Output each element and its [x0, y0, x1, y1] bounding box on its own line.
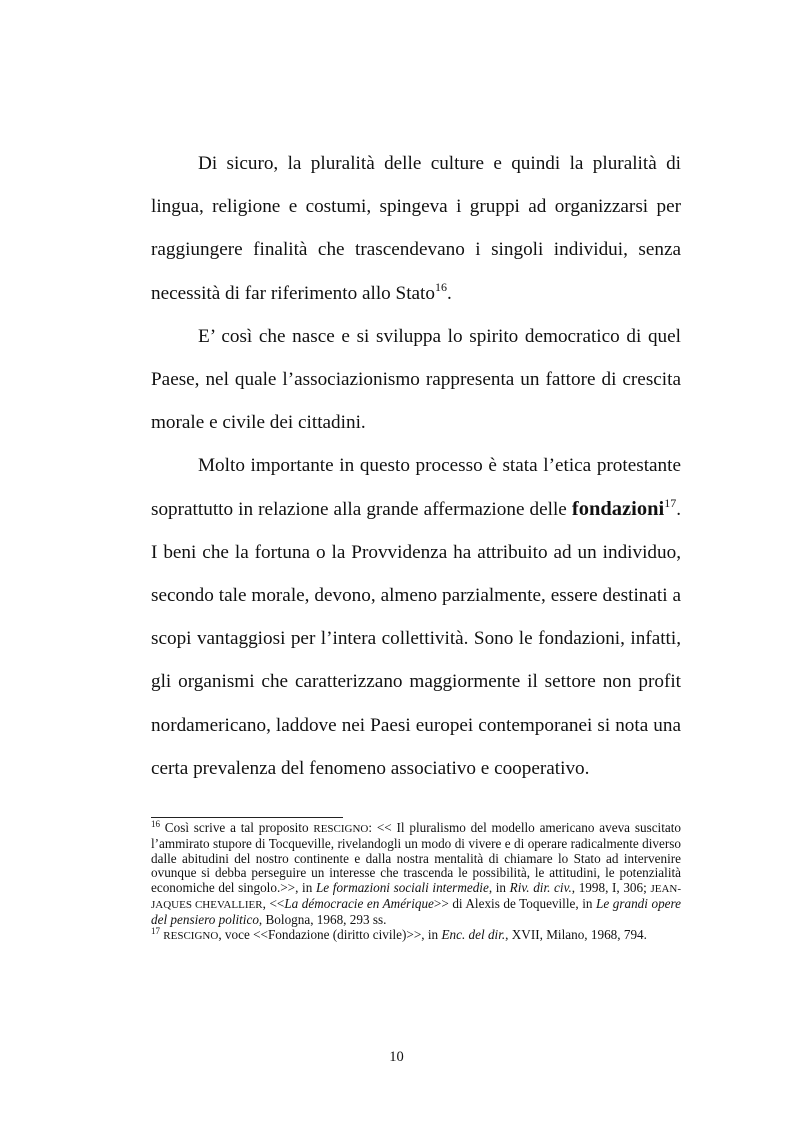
footnote-text: , 1998, I, 306; — [571, 880, 651, 896]
paragraph-3-text: Molto importante in questo processo è stata l’etica protestante soprattutto in relazione alla grande affermazione delle — [151, 455, 681, 520]
footnote-text: , in — [488, 880, 510, 896]
paragraph-2: E’ così che nasce e si sviluppa lo spirito democratico di quel Paese, nel quale l’associazionismo rappresenta un fattore di crescita morale e civile dei cittadini. — [151, 325, 681, 434]
footnote-journal: Riv. dir. civ. — [509, 880, 572, 896]
footnote-author: RESCIGNO — [163, 929, 219, 942]
footnote-separator — [151, 817, 343, 818]
main-text — [151, 142, 681, 790]
paragraph-1 — [151, 142, 681, 315]
footnote-title: La démocracie en Amérique — [284, 895, 434, 911]
footnote-text: , voce <<Fondazione (diritto civile)>>, in — [218, 926, 442, 942]
paragraph-1-text: Di sicuro, la pluralità delle culture e quindi la pluralità di lingua, religione e costumi, spingeva i gruppi ad organizzarsi per raggiungere finalità che trascendevano i singoli individui, senza necessità di far riferimento allo Stato — [151, 153, 681, 304]
footnote-author: JEAN-JAQUES CHEVALLIER — [151, 883, 681, 911]
footnote-text: Così scrive a tal proposito — [160, 820, 314, 835]
footnote-title: Le grandi opere del pensiero politico — [151, 895, 682, 927]
footnote-title: Le formazioni sociali intermedie — [315, 880, 489, 896]
footnote-16 — [151, 821, 681, 928]
paragraph-1-end: . — [446, 282, 452, 304]
footnote-ref-17[interactable]: 17 — [664, 495, 677, 510]
page-number: 10 — [389, 1049, 404, 1065]
footnote-text: , << — [262, 895, 285, 911]
footnote-text: >> di Alexis de Toqueville, in — [433, 895, 597, 911]
footnote-17 — [151, 925, 681, 944]
footnote-journal: Enc. del dir. — [441, 926, 506, 942]
bold-term: fondazioni — [571, 497, 665, 520]
footnote-text: , XVII, Milano, 1968, 794. — [505, 926, 647, 942]
footnote-ref-16[interactable]: 16 — [434, 279, 447, 294]
paragraph-3 — [151, 444, 681, 790]
footnote-author: RESCIGNO — [313, 823, 369, 835]
footnote-text: : << Il pluralismo del modello americano aveva suscitato l’ammirato stupore di Tocqueville, rivelandogli un modo di vivere e di operare radicalmente diverso dalle abitudini del nostro continente e dalla nostra mentalità di chiamare lo Stato ad intervenire ovunque si debba perseguire un interesse che trascenda le possibilità, le attitudini, le potenzialità economiche del singolo.>>, in — [151, 820, 681, 896]
footnotes — [151, 821, 681, 943]
footnote-text: , Bologna, 1968, 293 ss. — [258, 911, 387, 927]
footnote-17-number: 17 — [151, 925, 160, 936]
paragraph-3-rest: . I beni che la fortuna o la Provvidenza ha attribuito ad un individuo, secondo tale morale, devono, almeno parzialmente, essere destinati a scopi vantaggiosi per l’intera collettività. Sono le fondazioni, infatti, gli organismi che caratterizzano maggiormente il settore non profit nordamericano, laddove nei Paesi europei contemporanei si nota una certa prevalenza del fenomeno associativo e cooperativo. — [151, 498, 681, 779]
footnote-16-number: 16 — [151, 819, 160, 829]
